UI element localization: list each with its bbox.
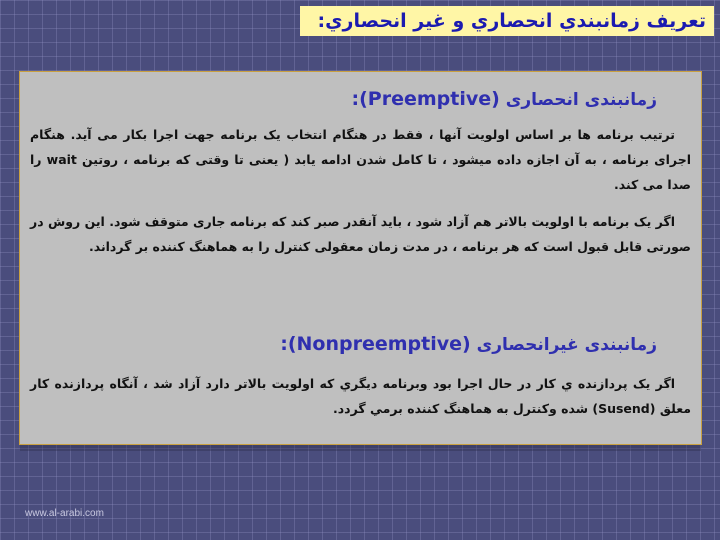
footer-url: www.al-arabi.com [25, 508, 104, 519]
heading-english: (Preemptive): [351, 88, 500, 110]
content-box [19, 71, 702, 445]
paragraph: اگر يک پردازنده ي کار در حال اجرا بود وبرنامه ديگري که اولويت بالاتر دارد آزاد شد ، آنگاه پردازنده کار معلق (Susend) شده وکنترل به هماهنگ کننده برمي گردد. [30, 376, 691, 416]
section-heading-nonpreemptive [280, 333, 657, 355]
slide-title: تعريف زمانبندي انحصاري و غير انحصاري: [300, 6, 714, 36]
paragraph: ترتیب برنامه ها بر اساس اولویت آنها ، فقط در هنگام انتخاب یک برنامه جهت اجرا بکار می آید. هنگام اجرای برنامه ، به آن اجازه داده میشود ، تا کامل شدن ادامه یابد ( یعنی تا وقتی که برنامه ، روتین wait را صدا می کند. [30, 127, 691, 192]
heading-persian: زمانبندی انحصاری [505, 90, 657, 110]
heading-english: (Nonpreemptive): [280, 333, 471, 355]
heading-persian: زمانبندی غیرانحصاری [476, 335, 657, 355]
paragraph: اگر یک برنامه با اولویت بالاتر هم آزاد شود ، باید آنقدر صبر کند که برنامه جاری متوقف شود. این روش در صورتی قابل قبول است که هر برنامه ، در مدت زمان معقولی کنترل را به هماهنگ کننده بر گرداند. [30, 214, 691, 254]
section-heading-preemptive [352, 88, 658, 110]
